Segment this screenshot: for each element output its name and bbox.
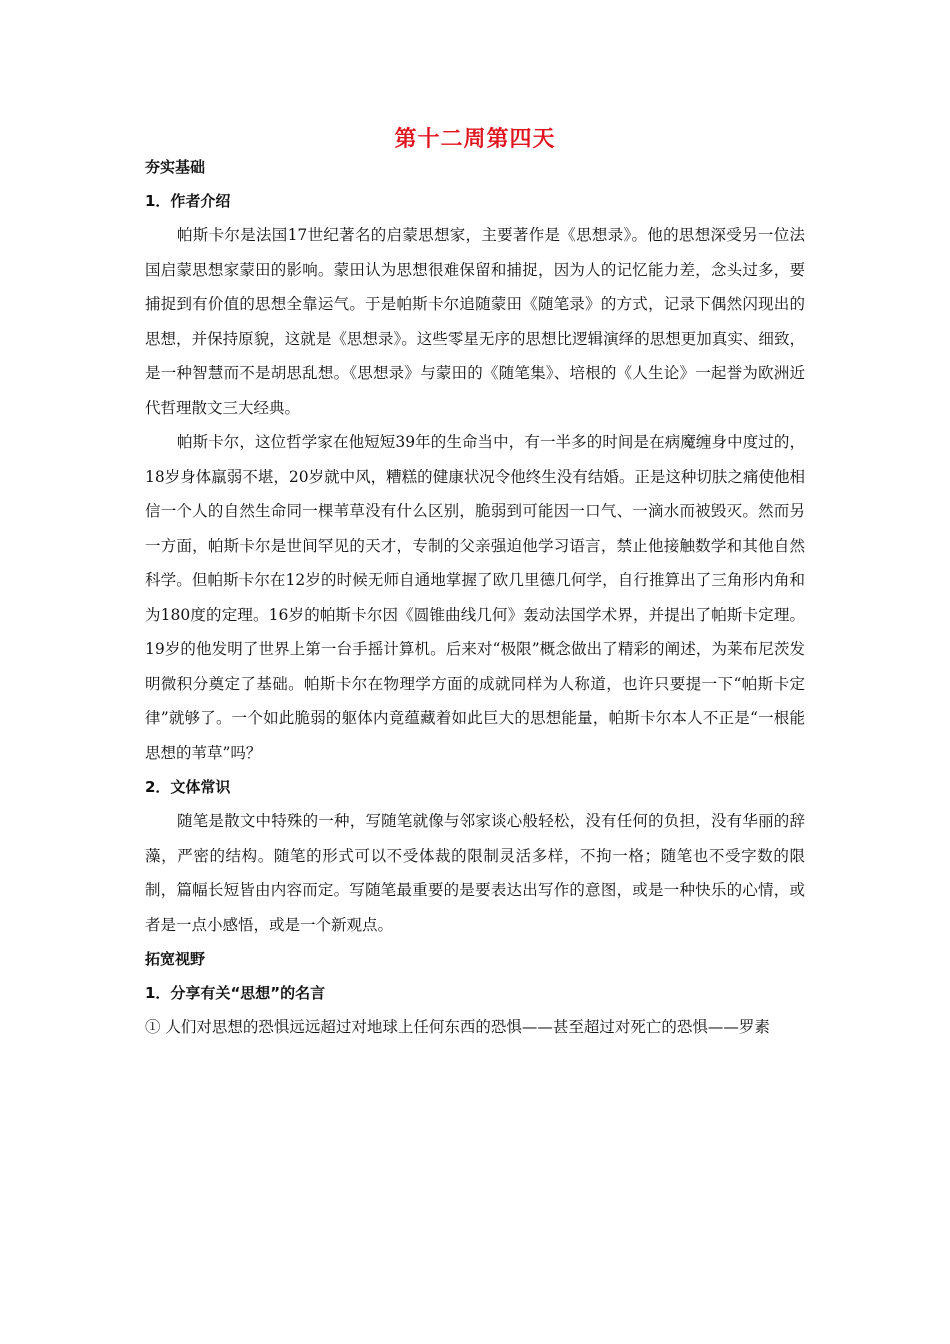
paragraph-author-intro: 帕斯卡尔是法国17世纪著名的启蒙思想家，主要著作是《思想录》。他的思想深受另一位法国启蒙思想家蒙田的影响。蒙田认为思想很难保留和捕捉，因为人的记忆能力差，念头过多，要捕捉到有价值的思想全靠运气。于是帕斯卡尔追随蒙田《随笔录》的方式，记录下偶然闪现出的思想，并保持原貌，这就是《思想录》。这些零星无序的思想比逻辑演绎的思想更加真实、细致，是一种智慧而不是胡思乱想。《思想录》与蒙田的《随笔集》、培根的《人生论》一起誉为欧洲近代哲理散文三大经典。	[145, 226, 805, 417]
document-body	[145, 150, 805, 1045]
section-heading-quotes: 1．分享有关“思想”的名言	[145, 984, 326, 1002]
section-heading-genre: 2．文体常识	[145, 778, 231, 796]
section-heading-expand: 拓宽视野	[145, 950, 206, 968]
quote-item: ① 人们对思想的恐惧远远超过对地球上任何东西的恐惧——甚至超过对死亡的恐惧——罗素	[145, 1018, 770, 1036]
section-heading-author-intro: 1．作者介绍	[145, 192, 231, 210]
section-heading-basics: 夯实基础	[145, 158, 206, 176]
paragraph-genre: 随笔是散文中特殊的一种，写随笔就像与邻家谈心般轻松，没有任何的负担，没有华丽的辞藻，严密的结构。随笔的形式可以不受体裁的限制灵活多样，不拘一格；随笔也不受字数的限制，篇幅长短皆由内容而定。写随笔最重要的是要表达出写作的意图，或是一种快乐的心情，或者是一点小感悟，或是一个新观点。	[145, 812, 805, 934]
page-title: 第十二周第四天	[394, 127, 556, 152]
paragraph-author-life: 帕斯卡尔，这位哲学家在他短短39年的生命当中，有一半多的时间是在病魔缠身中度过的，18岁身体羸弱不堪，20岁就中风，糟糕的健康状况令他终生没有结婚。正是这种切肤之痛使他相信一个人的自然生命同一棵苇草没有什么区别，脆弱到可能因一口气、一滴水而被毁灭。然而另一方面，帕斯卡尔是世间罕见的天才，专制的父亲强迫他学习语言，禁止他接触数学和其他自然科学。但帕斯卡尔在12岁的时候无师自通地掌握了欧几里德几何学，自行推算出了三角形内角和为180度的定理。16岁的帕斯卡尔因《圆锥曲线几何》轰动法国学术界，并提出了帕斯卡定理。19岁的他发明了世界上第一台手摇计算机。后来对“极限”概念做出了精彩的阐述，为莱布尼茨发明微积分奠定了基础。帕斯卡尔在物理学方面的成就同样为人称道，也许只要提一下“帕斯卡定律”就够了。一个如此脆弱的躯体内竟蕴藏着如此巨大的思想能量，帕斯卡尔本人不正是“一根能思想的苇草”吗？	[145, 433, 805, 762]
